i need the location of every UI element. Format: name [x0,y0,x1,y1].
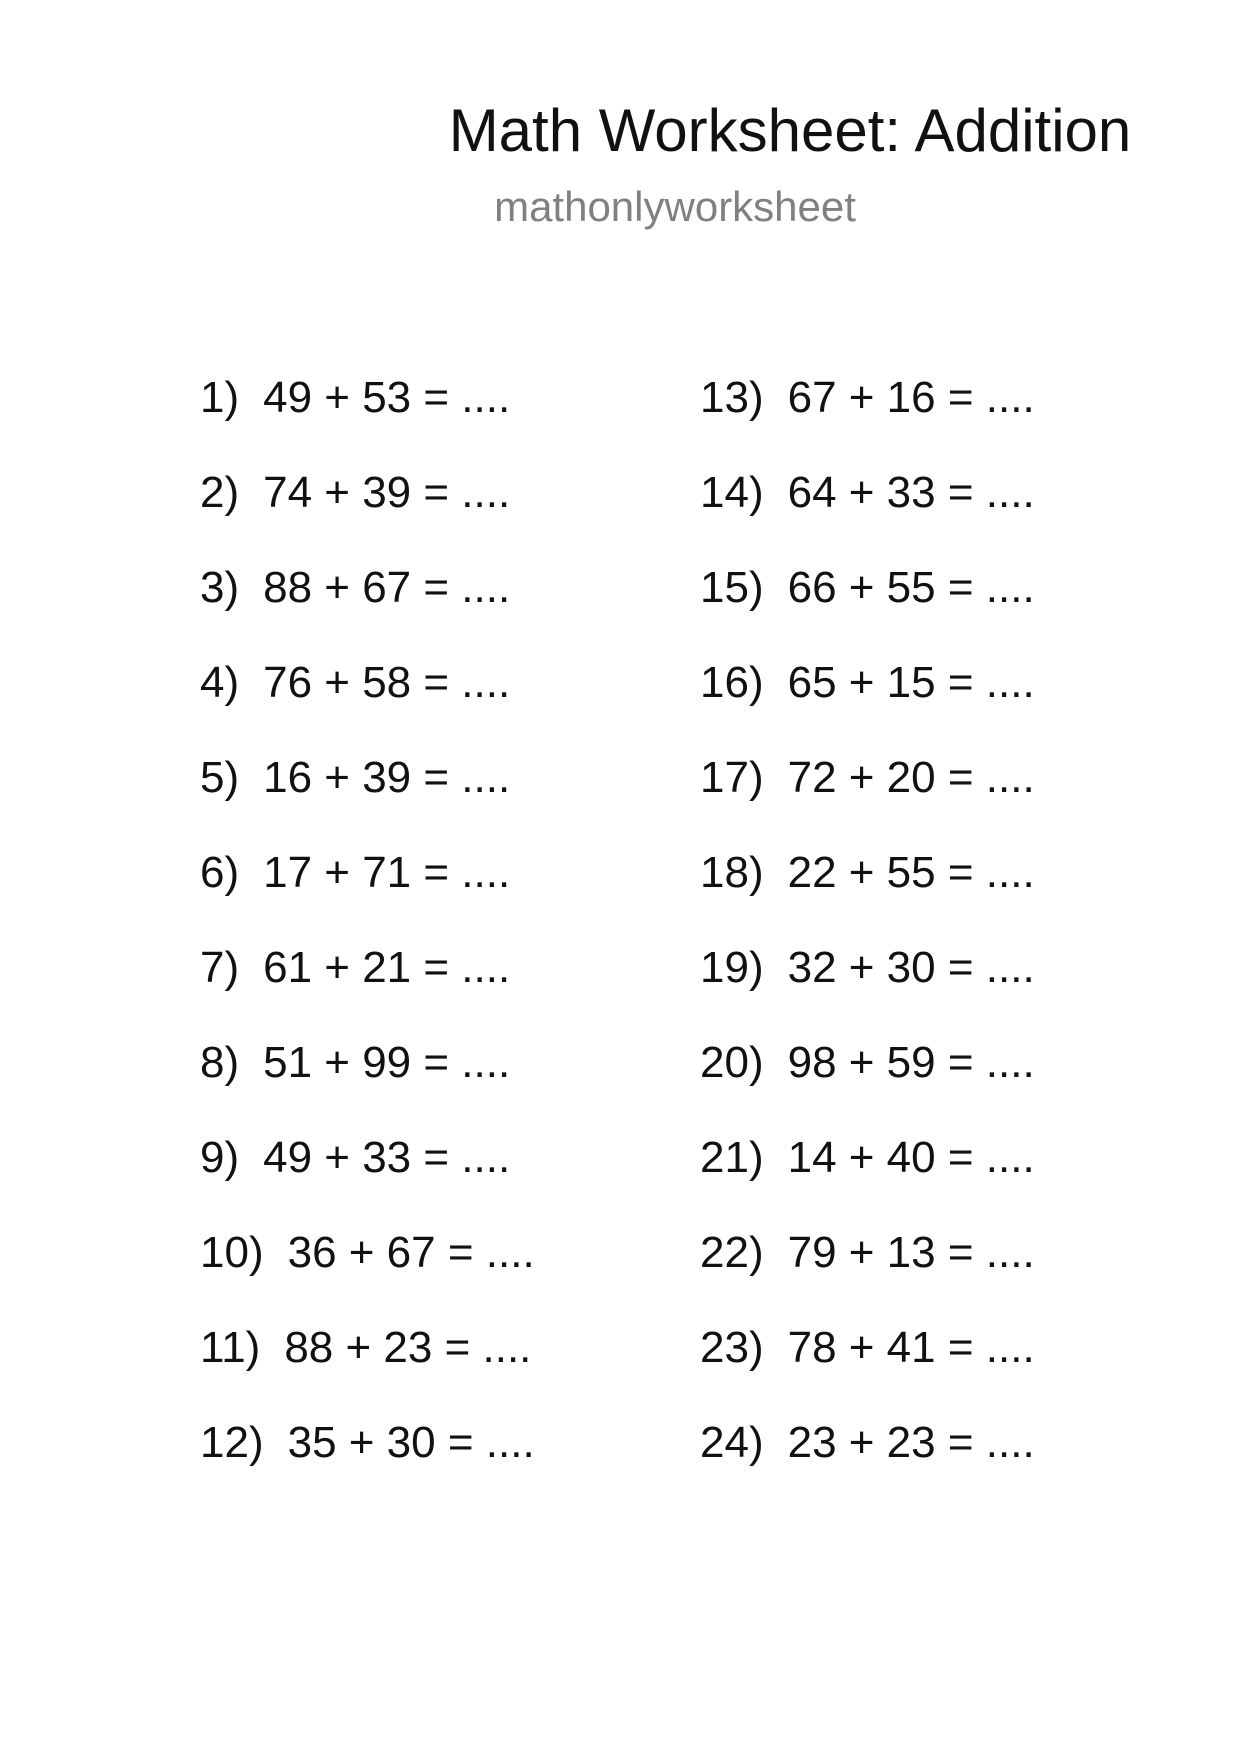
problem-number: 18) [700,847,764,897]
problem-item [700,730,1140,825]
problem-item [200,1395,630,1490]
problem-item [200,350,630,445]
problem-item [200,920,630,1015]
problem-item [700,825,1140,920]
problem-expression: 49 + 53 = .... [263,372,511,422]
problem-expression: 23 + 23 = .... [787,1417,1035,1467]
problem-number: 14) [700,467,764,517]
problem-expression: 36 + 67 = .... [287,1227,535,1277]
problem-number: 24) [700,1417,764,1467]
problem-item [200,825,630,920]
problem-item [700,1110,1140,1205]
problem-item [700,350,1140,445]
problem-number: 21) [700,1132,764,1182]
problem-number: 1) [200,372,240,422]
problem-item [200,635,630,730]
problem-number: 17) [700,752,764,802]
problem-expression: 78 + 41 = .... [787,1322,1035,1372]
problem-expression: 76 + 58 = .... [263,657,511,707]
problem-number: 2) [200,467,240,517]
problem-number: 19) [700,942,764,992]
problem-number: 23) [700,1322,764,1372]
problem-number: 4) [200,657,240,707]
problem-expression: 35 + 30 = .... [287,1417,535,1467]
problem-item [200,445,630,540]
problem-expression: 88 + 67 = .... [263,562,511,612]
problem-expression: 67 + 16 = .... [787,372,1035,422]
problem-expression: 22 + 55 = .... [787,847,1035,897]
problem-item [700,540,1140,635]
problem-item [200,1015,630,1110]
problem-expression: 17 + 71 = .... [263,847,511,897]
problem-expression: 14 + 40 = .... [787,1132,1035,1182]
problem-number: 22) [700,1227,764,1277]
problem-item [700,1395,1140,1490]
problem-item [700,1015,1140,1110]
problem-item [700,920,1140,1015]
problem-expression: 51 + 99 = .... [263,1037,511,1087]
problem-number: 7) [200,942,240,992]
problem-expression: 64 + 33 = .... [787,467,1035,517]
problem-item [700,1300,1140,1395]
problem-expression: 66 + 55 = .... [787,562,1035,612]
problem-number: 9) [200,1132,240,1182]
page-subtitle: mathonlyworksheet [494,183,856,230]
problem-number: 11) [200,1322,261,1372]
problem-expression: 98 + 59 = .... [787,1037,1035,1087]
problem-expression: 61 + 21 = .... [263,942,511,992]
problem-number: 12) [200,1417,264,1467]
problem-expression: 74 + 39 = .... [263,467,511,517]
problem-expression: 32 + 30 = .... [787,942,1035,992]
problem-number: 15) [700,562,764,612]
problem-item [200,1300,630,1395]
problem-expression: 88 + 23 = .... [284,1322,532,1372]
problem-item [700,1205,1140,1300]
problem-expression: 79 + 13 = .... [787,1227,1035,1277]
problem-expression: 49 + 33 = .... [263,1132,511,1182]
problem-number: 3) [200,562,240,612]
problem-number: 16) [700,657,764,707]
problem-column-right [700,350,1140,1490]
problem-column-left [200,350,630,1490]
problem-item [200,730,630,825]
problem-expression: 72 + 20 = .... [787,752,1035,802]
problem-item [700,445,1140,540]
problem-number: 8) [200,1037,240,1087]
problem-expression: 16 + 39 = .... [263,752,511,802]
problem-number: 20) [700,1037,764,1087]
page-title: Math Worksheet: Addition [448,97,1132,164]
problem-item [200,540,630,635]
problem-number: 5) [200,752,240,802]
problem-item [200,1205,630,1300]
problem-number: 6) [200,847,240,897]
problem-number: 10) [200,1227,264,1277]
problem-expression: 65 + 15 = .... [787,657,1035,707]
problem-item [700,635,1140,730]
problem-item [200,1110,630,1205]
problem-number: 13) [700,372,764,422]
